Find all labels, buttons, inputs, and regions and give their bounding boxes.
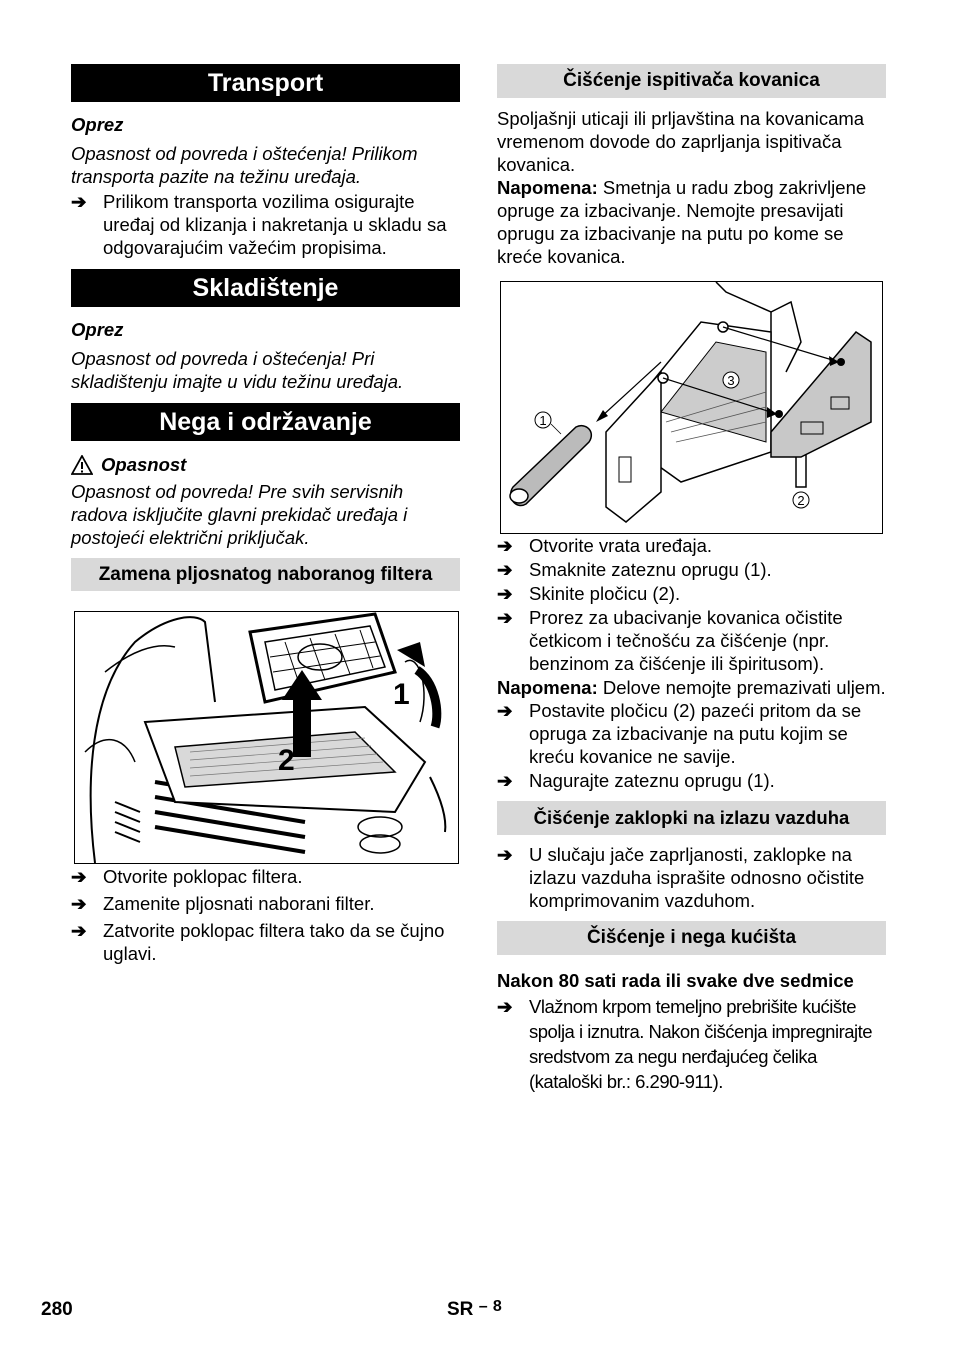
care-heading: Nega i održavanje — [71, 403, 460, 441]
coin-step — [497, 769, 886, 792]
step-text: Zatvorite poklopac filtera tako da se čujno uglavi. — [103, 920, 445, 964]
footer-dash: – — [478, 1298, 488, 1315]
coin-note-1 — [497, 176, 886, 268]
note-text: Delove nemojte premazivati uljem. — [597, 677, 886, 698]
page-number: 280 — [41, 1299, 73, 1320]
housing-subheading: Nakon 80 sati rada ili svake dve sedmice — [497, 970, 854, 991]
storage-heading: Skladištenje — [71, 269, 460, 307]
care-danger-text: Opasnost od povreda! Pre svih servisnih radova isključite glavni prekidač uređaja i postojeći električni priključak. — [71, 481, 408, 548]
arrow-right-icon: ➔ — [497, 559, 513, 580]
arrow-right-icon: ➔ — [71, 920, 87, 941]
step-text: Nagurajte zateznu oprugu (1). — [529, 770, 775, 791]
step-text: Zamenite pljosnati naborani filter. — [103, 893, 375, 914]
arrow-right-icon: ➔ — [497, 844, 513, 865]
step-text: Prilikom transporta vozilima osigurajte uređaj od klizanja i nakretanja u skladu sa odgovarajućim važećim propisima. — [103, 191, 447, 258]
figure-label-1: 1 — [393, 678, 410, 711]
coin-step — [497, 558, 886, 581]
filter-figure — [74, 611, 459, 864]
transport-step — [71, 190, 460, 259]
note-label: Napomena: — [497, 177, 598, 198]
housing-step — [497, 994, 886, 1094]
transport-caution-text: Opasnost od povreda i oštećenja! Prilikom transporta pazite na težinu uređaja. — [71, 143, 418, 187]
transport-caution-label: Oprez — [71, 114, 124, 135]
storage-caution-label: Oprez — [71, 319, 124, 340]
warning-triangle-icon — [71, 455, 93, 475]
coin-steps-b — [497, 699, 886, 792]
step-text: Otvorite poklopac filtera. — [103, 866, 303, 887]
storage-caution-text: Opasnost od povreda i oštećenja! Pri skladištenju imajte u vidu težinu uređaja. — [71, 348, 404, 392]
arrow-right-icon: ➔ — [497, 996, 513, 1017]
coin-step — [497, 606, 886, 675]
coin-intro: Spoljašnji uticaji ili prljavština na kovanicama vremenom dovode do zaprljanja ispitivača kovanica. — [497, 108, 865, 175]
arrow-right-icon: ➔ — [497, 583, 513, 604]
note-label: Napomena: — [497, 677, 598, 698]
filter-step — [71, 919, 460, 965]
vents-step — [497, 843, 886, 912]
note-text: Smetnja u radu zbog zakrivljene opruge za izbacivanje. Nemojte presavijati oprugu za izbacivanje na putu po kome se kreće kovanica. — [497, 177, 867, 267]
coin-step — [497, 534, 886, 557]
coin-note-2 — [497, 676, 886, 699]
vents-heading: Čišćenje zaklopki na izlazu vazduha — [497, 801, 886, 835]
step-text: Prorez za ubacivanje kovanica očistite četkicom i tečnošću za čišćenje (npr. benzinom za čišćenje ili špiritusom). — [529, 607, 843, 674]
figure-callout-1: 1 — [539, 413, 547, 428]
arrow-right-icon: ➔ — [497, 700, 513, 721]
step-text: Postavite pločicu (2) pazeći pritom da se opruga za izbacivanje na putu kojim se kreću kovanice ne savije. — [529, 700, 862, 767]
coin-heading: Čišćenje ispitivača kovanica — [497, 64, 886, 98]
filter-steps — [71, 865, 460, 965]
step-text: Otvorite vrata uređaja. — [529, 535, 713, 556]
footer-language-page — [447, 1299, 502, 1321]
filter-step — [71, 892, 460, 915]
arrow-right-icon: ➔ — [497, 770, 513, 791]
filter-heading: Zamena pljosnatog naboranog filtera — [71, 558, 460, 591]
figure-callout-2: 2 — [797, 493, 805, 508]
step-text: U slučaju jače zaprljanosti, zaklopke na izlazu vazduha isprašite odnosno očistite komprimovanim vazduhom. — [529, 844, 865, 911]
section-page-number: 8 — [492, 1298, 502, 1315]
care-danger-row — [71, 453, 460, 476]
coin-step — [497, 699, 886, 768]
left-column — [71, 64, 460, 965]
transport-heading: Transport — [71, 64, 460, 102]
care-danger-label: Opasnost — [101, 454, 187, 475]
coin-tester-illustration — [501, 282, 882, 533]
step-text: Smaknite zateznu oprugu (1). — [529, 559, 772, 580]
figure-callout-3: 3 — [727, 373, 735, 388]
arrow-right-icon: ➔ — [71, 191, 87, 212]
arrow-right-icon: ➔ — [71, 893, 87, 914]
filter-step — [71, 865, 460, 888]
housing-heading: Čišćenje i nega kućišta — [497, 921, 886, 955]
language-code: SR — [447, 1299, 474, 1320]
coin-figure — [500, 281, 883, 534]
arrow-right-icon: ➔ — [497, 607, 513, 628]
arrow-right-icon: ➔ — [497, 535, 513, 556]
coin-step — [497, 582, 886, 605]
coin-steps-a — [497, 534, 886, 675]
right-column — [497, 64, 886, 1094]
filter-illustration — [75, 612, 458, 863]
figure-label-2: 2 — [278, 744, 295, 777]
arrow-right-icon: ➔ — [71, 866, 87, 887]
step-text: Skinite pločicu (2). — [529, 583, 681, 604]
step-text: Vlažnom krpom temeljno prebrišite kućište spolja i iznutra. Nakon čišćenja impregnirajte sredstvom za negu nerđajućeg čelika (kataloški br.: 6.290-911). — [529, 996, 873, 1092]
